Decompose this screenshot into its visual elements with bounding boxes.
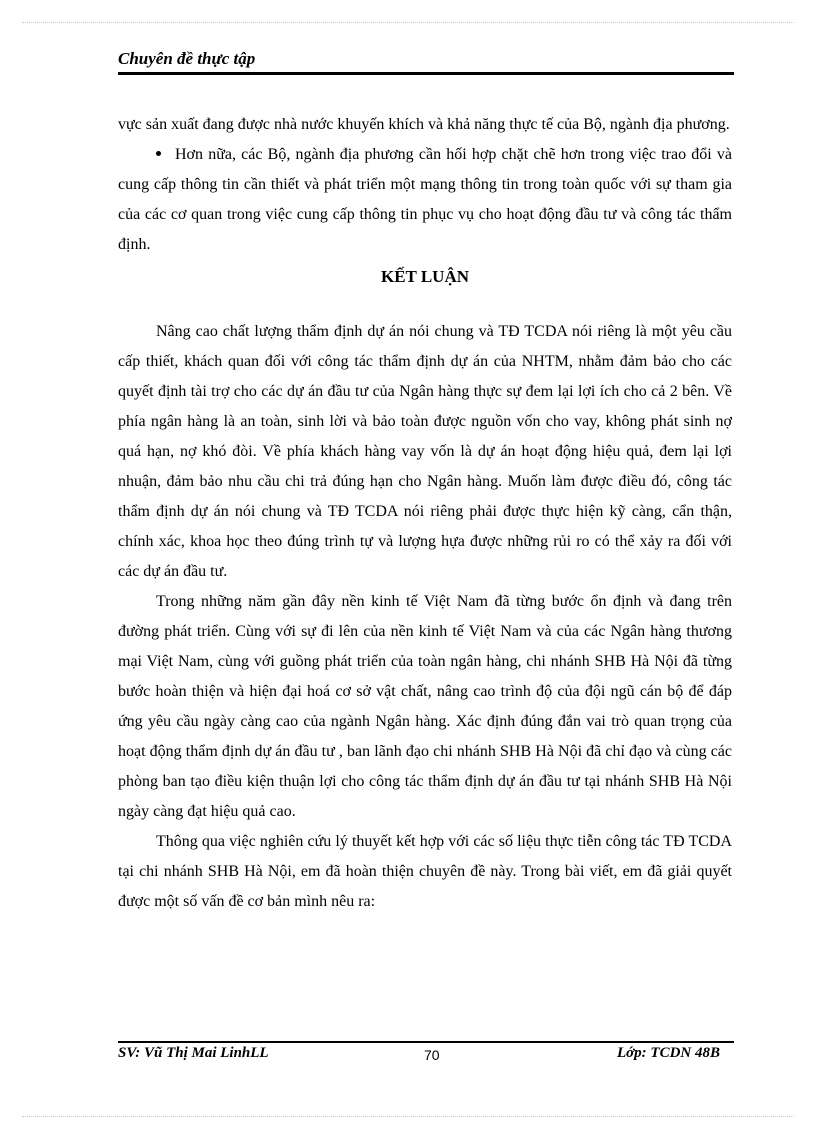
footer-student: SV: Vũ Thị Mai LinhLL bbox=[118, 1045, 269, 1061]
page-header bbox=[118, 48, 734, 72]
bullet-item bbox=[118, 140, 732, 260]
paragraph-continuation: vực sản xuất đang được nhà nước khuyến khích và khả năng thực tế của Bộ, ngành địa phương. bbox=[118, 116, 730, 133]
paragraph: Thông qua việc nghiên cứu lý thuyết kết hợp với các số liệu thực tiễn công tác TĐ TCDA tại chi nhánh SHB Hà Nội, em đã hoàn thiện chuyên đề này. Trong bài viết, em đã giải quyết được một số vấn đề cơ bản mình nêu ra: bbox=[118, 833, 732, 910]
footer-class: Lớp: TCDN 48B bbox=[616, 1045, 720, 1061]
bullet-text: Hơn nữa, các Bộ, ngành địa phương cần hối hợp chặt chẽ hơn trong việc trao đổi và cung cấp thông tin cần thiết và phát triển một mạng thông tin trong toàn quốc với sự tham gia của các cơ quan trong việc cung cấp thông tin phục vụ cho hoạt động đầu tư và công tác thẩm định. bbox=[118, 146, 732, 253]
section-heading: KẾT LUẬN bbox=[380, 267, 469, 286]
bullet-icon bbox=[156, 151, 161, 156]
page-footer bbox=[118, 1045, 734, 1069]
page-number: 70 bbox=[424, 1047, 440, 1063]
footer-rule bbox=[118, 1041, 734, 1043]
header-rule bbox=[118, 72, 734, 75]
document-body bbox=[118, 110, 732, 917]
paragraph: Nâng cao chất lượng thẩm định dự án nói chung và TĐ TCDA nói riêng là một yêu cầu cấp thiết, khách quan đối với công tác thẩm định dự án của NHTM, nhằm đảm bảo cho các quyết định tài trợ cho các dự án đầu tư của Ngân hàng thực sự đem lại lợi ích cho cả 2 bên. Về phía ngân hàng là an toàn, sinh lời và bảo toàn được nguồn vốn cho vay, không phát sinh nợ quá hạn, nợ khó đòi. Về phía khách hàng vay vốn là dự án hoạt động hiệu quả, đem lại lợi nhuận, đảm bảo nhu cầu chi trả đúng hạn cho Ngân hàng. Muốn làm được điều đó, công tác thẩm định dự án nói chung và TĐ TCDA nói riêng phải được thực hiện kỹ càng, cẩn thận, chính xác, khoa học theo đúng trình tự và lượng hựa được những rủi ro có thể xảy ra đối với các dự án đầu tư. bbox=[118, 323, 732, 580]
paragraph: Trong những năm gần đây nền kinh tế Việt Nam đã từng bước ổn định và đang trên đường phát triển. Cùng với sự đi lên của nền kinh tế Việt Nam và của các Ngân hàng thương mại Việt Nam, cùng với guồng phát triển của toàn ngân hàng, chi nhánh SHB Hà Nội đã từng bước hoàn thiện và hiện đại hoá cơ sở vật chất, nâng cao trình độ của đội ngũ cán bộ để đáp ứng yêu cầu ngày càng cao của ngành Ngân hàng. Xác định đúng đắn vai trò quan trọng của hoạt động thẩm định dự án đầu tư , ban lãnh đạo chi nhánh SHB Hà Nội đã chỉ đạo và cùng các phòng ban tạo điều kiện thuận lợi cho công tác thẩm định dự án đầu tư tại nhánh SHB Hà Nội ngày càng đạt hiệu quả cao. bbox=[118, 593, 732, 820]
header-title: Chuyên đề thực tập bbox=[118, 49, 256, 68]
